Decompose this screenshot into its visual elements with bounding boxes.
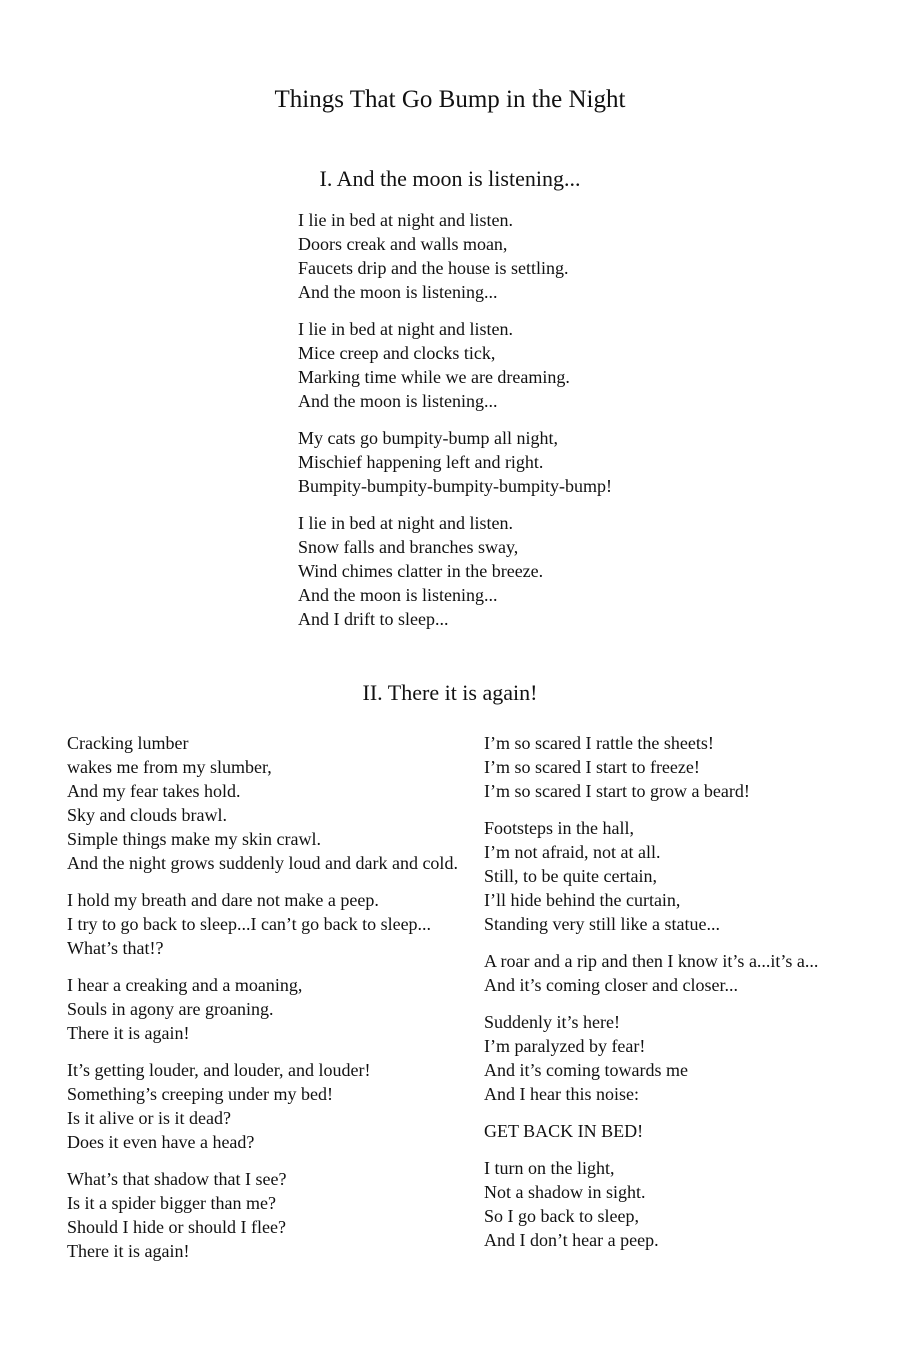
poem-line: Standing very still like a statue... bbox=[484, 914, 720, 934]
poem-line: There it is again! bbox=[67, 1241, 190, 1261]
poem-line: Bumpity-bumpity-bumpity-bumpity-bump! bbox=[298, 476, 612, 496]
poem-line: And it’s coming towards me bbox=[484, 1060, 688, 1080]
poem-line: I’m paralyzed by fear! bbox=[484, 1036, 646, 1056]
poem-line: wakes me from my slumber, bbox=[67, 757, 272, 777]
poem-line: I hear a creaking and a moaning, bbox=[67, 975, 303, 995]
poem-line: Suddenly it’s here! bbox=[484, 1012, 620, 1032]
poem-line: And it’s coming closer and closer... bbox=[484, 975, 738, 995]
poem-line: There it is again! bbox=[67, 1023, 190, 1043]
poem-line: And the moon is listening... bbox=[298, 282, 498, 302]
stanza bbox=[484, 1156, 884, 1252]
poem-line: Wind chimes clatter in the breeze. bbox=[298, 561, 544, 581]
poem-line: GET BACK IN BED! bbox=[484, 1121, 644, 1141]
poem-line: And the night grows suddenly loud and dark and cold. bbox=[67, 853, 458, 873]
stanza bbox=[484, 949, 884, 997]
poem-line: Mischief happening left and right. bbox=[298, 452, 544, 472]
poem-line: Sky and clouds brawl. bbox=[67, 805, 227, 825]
stanza bbox=[484, 731, 884, 803]
poem-line: What’s that!? bbox=[67, 938, 164, 958]
poem-line: I lie in bed at night and listen. bbox=[298, 210, 513, 230]
poem-line: And my fear takes hold. bbox=[67, 781, 241, 801]
poem-line: Doors creak and walls moan, bbox=[298, 234, 508, 254]
poem-line: Is it a spider bigger than me? bbox=[67, 1193, 276, 1213]
poem-line: Something’s creeping under my bed! bbox=[67, 1084, 333, 1104]
page-title: Things That Go Bump in the Night bbox=[274, 86, 626, 113]
poem-line: Mice creep and clocks tick, bbox=[298, 343, 496, 363]
poem-part-1 bbox=[298, 208, 718, 644]
poem-line: And the moon is listening... bbox=[298, 585, 498, 605]
stanza bbox=[298, 426, 718, 498]
stanza bbox=[67, 1167, 467, 1263]
poem-line: I lie in bed at night and listen. bbox=[298, 513, 513, 533]
poem-line: I try to go back to sleep...I can’t go back to sleep... bbox=[67, 914, 432, 934]
stanza bbox=[67, 731, 467, 875]
poem-line: It’s getting louder, and louder, and louder! bbox=[67, 1060, 371, 1080]
poem-line: I hold my breath and dare not make a peep. bbox=[67, 890, 379, 910]
poem-line: Footsteps in the hall, bbox=[484, 818, 634, 838]
poem-part-2-right-column bbox=[484, 731, 884, 1265]
poem-line: Souls in agony are groaning. bbox=[67, 999, 274, 1019]
stanza bbox=[67, 973, 467, 1045]
stanza bbox=[484, 1010, 884, 1106]
poem-line: And I drift to sleep... bbox=[298, 609, 449, 629]
poem-line: I’m not afraid, not at all. bbox=[484, 842, 661, 862]
poem-line: Does it even have a head? bbox=[67, 1132, 255, 1152]
poem-line: I turn on the light, bbox=[484, 1158, 615, 1178]
section-heading-part-1: I. And the moon is listening... bbox=[319, 166, 581, 191]
stanza bbox=[484, 1119, 884, 1143]
poem-line: Not a shadow in sight. bbox=[484, 1182, 646, 1202]
poem-line: And the moon is listening... bbox=[298, 391, 498, 411]
section-heading-part-2: II. There it is again! bbox=[362, 680, 538, 705]
poem-line: Should I hide or should I flee? bbox=[67, 1217, 286, 1237]
poem-line: What’s that shadow that I see? bbox=[67, 1169, 287, 1189]
stanza bbox=[298, 511, 718, 631]
poem-line: I’m so scared I start to grow a beard! bbox=[484, 781, 750, 801]
stanza bbox=[484, 816, 884, 936]
stanza bbox=[298, 317, 718, 413]
stanza bbox=[67, 888, 467, 960]
poem-line: Cracking lumber bbox=[67, 733, 189, 753]
poem-line: I lie in bed at night and listen. bbox=[298, 319, 513, 339]
poem-line: I’m so scared I start to freeze! bbox=[484, 757, 700, 777]
poem-part-2-left-column bbox=[67, 731, 467, 1276]
poem-line: Snow falls and branches sway, bbox=[298, 537, 519, 557]
poem-line: I’m so scared I rattle the sheets! bbox=[484, 733, 714, 753]
poem-line: My cats go bumpity-bump all night, bbox=[298, 428, 558, 448]
poem-line: And I don’t hear a peep. bbox=[484, 1230, 659, 1250]
stanza bbox=[298, 208, 718, 304]
poem-line: Faucets drip and the house is settling. bbox=[298, 258, 569, 278]
poem-line: Marking time while we are dreaming. bbox=[298, 367, 570, 387]
poem-line: Still, to be quite certain, bbox=[484, 866, 657, 886]
poem-line: And I hear this noise: bbox=[484, 1084, 639, 1104]
poem-line: So I go back to sleep, bbox=[484, 1206, 639, 1226]
stanza bbox=[67, 1058, 467, 1154]
poem-line: Simple things make my skin crawl. bbox=[67, 829, 321, 849]
poem-line: A roar and a rip and then I know it’s a...it’s a... bbox=[484, 951, 819, 971]
poem-line: Is it alive or is it dead? bbox=[67, 1108, 231, 1128]
poem-line: I’ll hide behind the curtain, bbox=[484, 890, 681, 910]
